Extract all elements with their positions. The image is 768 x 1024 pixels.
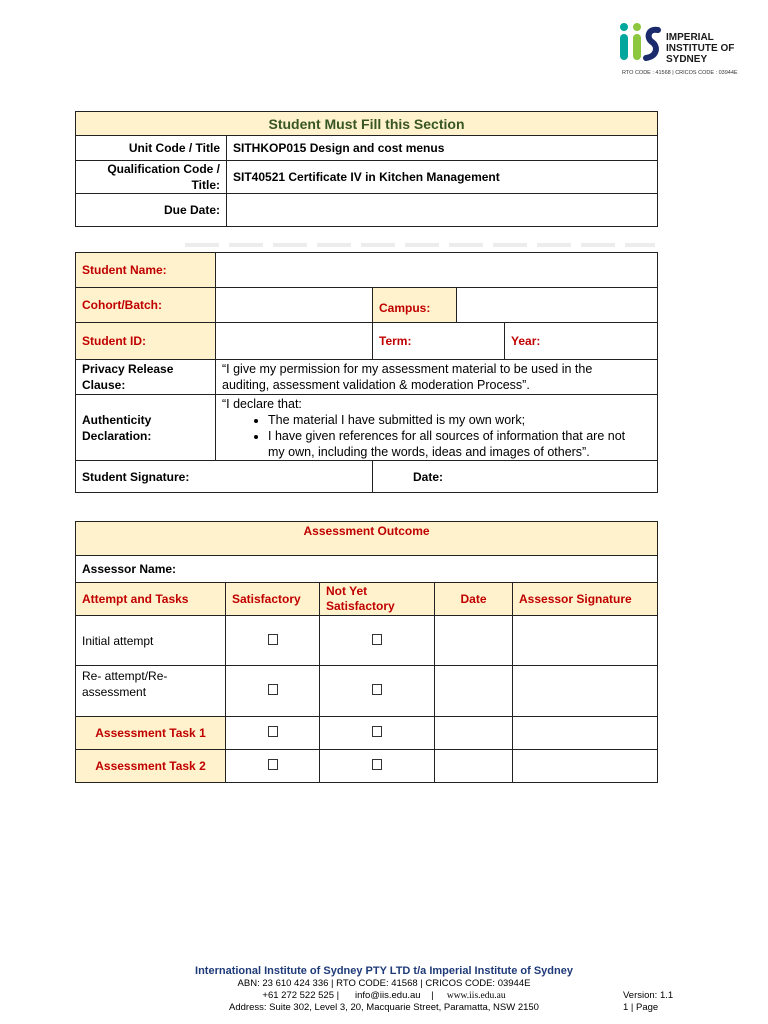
due-date-label: Due Date: [76,194,227,227]
student-signature-label[interactable]: Student Signature: [76,461,373,493]
reattempt-label-line-1: Re- attempt/Re- [82,669,168,683]
privacy-label-line-1: Privacy Release [82,362,174,376]
privacy-label [76,360,216,395]
due-date-field[interactable] [227,194,658,227]
task-2-satisfactory-cell [226,750,320,783]
qualification-label-line-1: Qualification Code / [107,162,220,176]
year-label: Year: [505,323,658,360]
authenticity-bullet-2-line-1: I have given references for all sources of information that are not [268,428,626,443]
checkbox-icon[interactable] [372,634,382,645]
unit-code-value[interactable]: SITHKOP015 Design and cost menus [227,136,658,161]
col-date: Date [435,583,513,616]
footer-codes: ABN: 23 610 424 336 | RTO CODE: 41568 | CRICOS CODE: 03944E [237,978,531,989]
student-id-field[interactable] [216,323,373,360]
authenticity-text [216,395,658,461]
task-1-date-field[interactable] [435,717,513,750]
table-row [76,666,658,717]
assessment-outcome-table [75,521,658,783]
footer-company: International Institute of Sydney PTY LTD t/a Imperial Institute of Sydney [195,965,573,977]
task-1-nys-cell [320,717,435,750]
qualification-label-line-2: Title: [191,178,220,192]
student-id-label: Student ID: [76,323,216,360]
logo-mark-icon [618,22,664,66]
student-details-table [75,252,658,493]
logo-line-1: IMPERIAL [666,32,714,43]
signature-date-label[interactable]: Date: [373,461,658,493]
assessor-name-label[interactable]: Assessor Name: [76,556,658,583]
col-satisfactory: Satisfactory [226,583,320,616]
authenticity-list [222,412,651,460]
reattempt-nys-cell [320,666,435,717]
col-nys-line-1: Not Yet [326,584,368,598]
institute-logo [618,22,748,78]
privacy-text-line-1: “I give my permission for my assessment material to be used in the [222,362,593,376]
privacy-text-line-2: auditing, assessment validation & moderation Process”. [222,378,530,392]
logo-line-3: SYDNEY [666,54,708,65]
reattempt-label-line-2: assessment [82,685,147,699]
footer-website[interactable]: www.iis.edu.au [446,991,506,1001]
footer-separator: | [431,990,434,1001]
table-row [76,616,658,666]
task-2-date-field[interactable] [435,750,513,783]
reattempt-signature-field[interactable] [513,666,658,717]
reattempt-date-field[interactable] [435,666,513,717]
cohort-label: Cohort/Batch: [76,288,216,323]
scan-artifact [185,243,655,247]
reattempt-satisfactory-cell [226,666,320,717]
col-not-yet-satisfactory [320,583,435,616]
qualification-value[interactable]: SIT40521 Certificate IV in Kitchen Management [227,161,658,194]
task-1-label: Assessment Task 1 [76,717,226,750]
col-nys-line-2: Satisfactory [326,599,395,613]
task-1-satisfactory-cell [226,717,320,750]
authenticity-intro: “I declare that: [222,396,302,411]
footer-version: Version: 1.1 [623,990,674,1001]
initial-attempt-label: Initial attempt [76,616,226,666]
table-row [76,750,658,783]
qualification-label [76,161,227,194]
initial-nys-cell [320,616,435,666]
initial-satisfactory-cell [226,616,320,666]
cohort-field[interactable] [216,288,373,323]
task-2-signature-field[interactable] [513,750,658,783]
authenticity-bullet-1: • The material I have submitted is my own work; [268,412,651,428]
checkbox-icon[interactable] [268,684,278,695]
authenticity-label [76,395,216,461]
logo-line-2: INSTITUTE OF [666,43,735,54]
table-row [76,717,658,750]
task-2-nys-cell [320,750,435,783]
authenticity-label-line-2: Declaration: [82,428,152,443]
footer-page-number: 1 | Page [623,1002,659,1013]
logo-codes: RTO CODE : 41568 | CRICOS CODE : 03944E [622,70,738,76]
student-name-field[interactable] [216,253,658,288]
privacy-text [216,360,658,395]
footer-address: Address: Suite 302, Level 3, 20, Macquarie Street, Paramatta, NSW 2150 [229,1002,539,1013]
checkbox-icon[interactable] [372,684,382,695]
footer-phone: +61 272 522 525 | [262,990,340,1001]
checkbox-icon[interactable] [268,634,278,645]
student-name-label: Student Name: [76,253,216,288]
campus-label: Campus: [373,288,457,323]
campus-field[interactable] [457,288,658,323]
student-section-header: Student Must Fill this Section [76,112,658,136]
checkbox-icon[interactable] [372,759,382,770]
authenticity-bullet-2-line-2: my own, including the words, ideas and images of others”. [268,444,590,459]
initial-signature-field[interactable] [513,616,658,666]
authenticity-bullet-2 [268,428,651,460]
task-2-label: Assessment Task 2 [76,750,226,783]
footer-email[interactable]: info@iis.edu.au [354,990,421,1001]
assessment-outcome-header: Assessment Outcome [76,522,658,556]
col-attempt-tasks: Attempt and Tasks [76,583,226,616]
authenticity-label-line-1: Authenticity [82,412,152,427]
term-label: Term: [373,323,505,360]
student-section-table [75,111,658,227]
privacy-label-line-2: Clause: [82,378,126,392]
checkbox-icon[interactable] [372,726,382,737]
initial-date-field[interactable] [435,616,513,666]
checkbox-icon[interactable] [268,726,278,737]
checkbox-icon[interactable] [268,759,278,770]
task-1-signature-field[interactable] [513,717,658,750]
col-assessor-signature: Assessor Signature [513,583,658,616]
reattempt-label [76,666,226,717]
unit-code-label: Unit Code / Title [76,136,227,161]
